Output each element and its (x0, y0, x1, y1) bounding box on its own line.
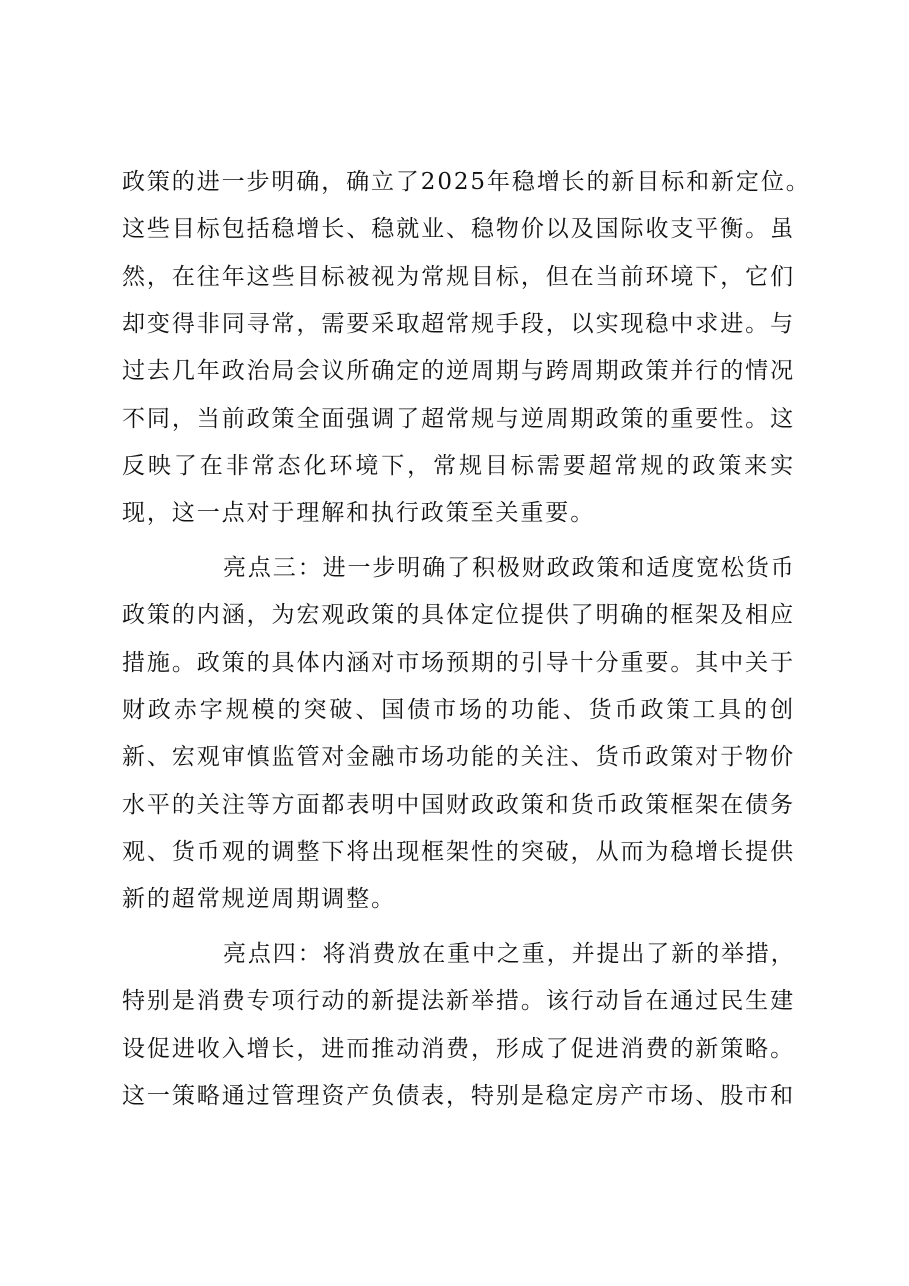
text-line: 政策的进一步明确，确立了2025年稳增长的新目标和新定位。 (122, 169, 811, 195)
text-line: 财政赤字规模的突破、国债市场的功能、货币政策工具的创 (122, 697, 795, 723)
text-line: 新、宏观审慎监管对金融市场功能的关注、货币政策对于物价 (122, 744, 795, 770)
text-line: 却变得非同寻常，需要采取超常规手段，以实现稳中求进。与 (122, 311, 795, 337)
text-line: 过去几年政治局会议所确定的逆周期与跨周期政策并行的情况 (122, 358, 795, 384)
text-line: 新的超常规逆周期调整。 (122, 886, 396, 912)
text-line: 水平的关注等方面都表明中国财政政策和货币政策框架在债务 (122, 792, 795, 818)
text-line: 现，这一点对于理解和执行政策至关重要。 (122, 500, 596, 526)
text-line: 反映了在非常态化环境下，常规目标需要超常规的政策来实 (122, 453, 795, 479)
text-line: 然，在往年这些目标被视为常规目标，但在当前环境下，它们 (122, 264, 795, 290)
text-line: 这些目标包括稳增长、稳就业、稳物价以及国际收支平衡。虽 (122, 216, 795, 242)
text-line: 亮点三：进一步明确了积极财政政策和适度宽松货币 (223, 555, 796, 581)
text-line: 措施。政策的具体内涵对市场预期的引导十分重要。其中关于 (122, 650, 795, 676)
text-line: 观、货币观的调整下将出现框架性的突破，从而为稳增长提供 (122, 839, 795, 865)
text-line: 特别是消费专项行动的新提法新举措。该行动旨在通过民生建 (122, 988, 795, 1014)
text-line: 这一策略通过管理资产负债表，特别是稳定房产市场、股市和 (122, 1083, 795, 1109)
text-line: 政策的内涵，为宏观政策的具体定位提供了明确的框架及相应 (122, 602, 795, 628)
text-line: 亮点四：将消费放在重中之重，并提出了新的举措， (223, 941, 796, 967)
text-line: 设促进收入增长，进而推动消费，形成了促进消费的新策略。 (122, 1036, 795, 1062)
text-line: 不同，当前政策全面强调了超常规与逆周期政策的重要性。这 (122, 406, 795, 432)
